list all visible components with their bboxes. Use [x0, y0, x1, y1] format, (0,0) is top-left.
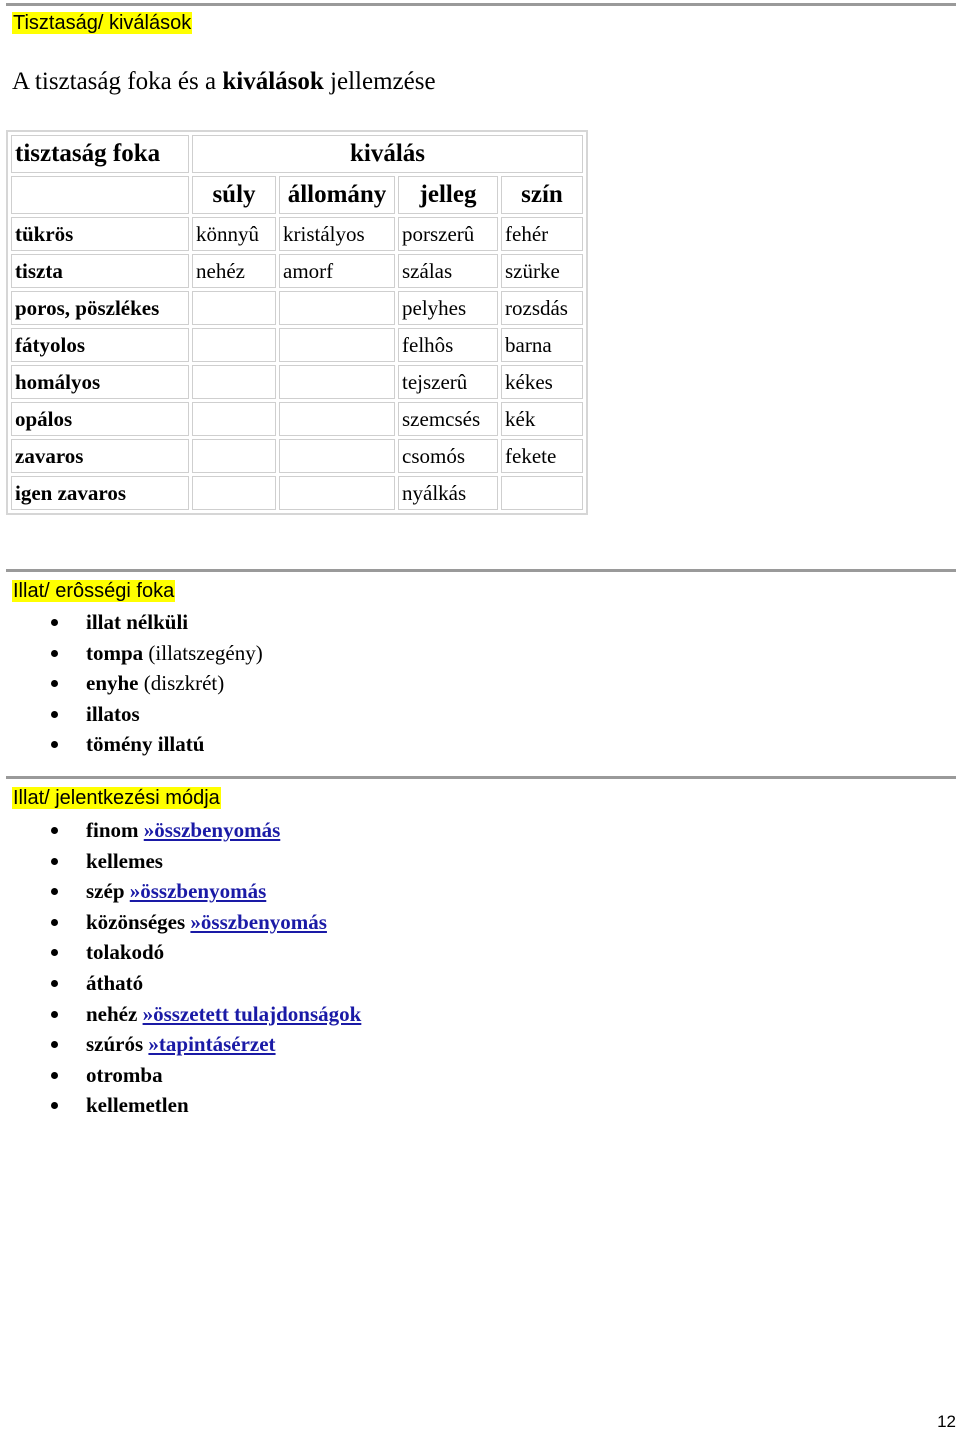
cell-color: fekete [501, 439, 583, 473]
cell-color: fehér [501, 217, 583, 251]
section-title-purity: Tisztaság/ kiválások [13, 12, 192, 34]
link-overall-impression[interactable]: »összbenyomás [129, 879, 267, 904]
cell-weight [192, 291, 276, 325]
list-item: tömény illatú [0, 729, 263, 760]
cell-weight [192, 402, 276, 436]
row-label: igen zavaros [11, 476, 189, 510]
cell-consistency [279, 365, 395, 399]
row-label: opálos [11, 402, 189, 436]
page-number: 12 [937, 1412, 956, 1431]
list-item: enyhe (diszkrét) [0, 668, 263, 699]
table-row [11, 476, 583, 510]
table-row [11, 328, 583, 362]
table-row [11, 439, 583, 473]
cell-consistency [279, 328, 395, 362]
cell-color: rozsdás [501, 291, 583, 325]
cell-color: szürke [501, 254, 583, 288]
list-item: szúrós »tapintásérzet [0, 1029, 361, 1060]
link-compound-properties[interactable]: »összetett tulajdonságok [142, 1001, 362, 1026]
list-item: kellemes [0, 846, 361, 877]
cell-consistency [279, 402, 395, 436]
link-overall-impression[interactable]: »összbenyomás [190, 909, 327, 934]
intensity-list [0, 607, 263, 760]
cell-character: felhôs [398, 328, 498, 362]
purity-precipitate-table [6, 130, 588, 515]
list-item: átható [0, 968, 361, 999]
table-row [11, 365, 583, 399]
cell-character: szálas [398, 254, 498, 288]
cell-consistency [279, 291, 395, 325]
heading-bold: kiválások [222, 68, 324, 95]
cell-color: kék [501, 402, 583, 436]
cell-character: nyálkás [398, 476, 498, 510]
row-label: poros, pöszlékes [11, 291, 189, 325]
list-item: tompa (illatszegény) [0, 638, 263, 669]
header-character: jelleg [398, 176, 498, 214]
header-purity: tisztaság foka [11, 135, 189, 173]
heading-prefix: A tisztaság foka és a [12, 68, 223, 95]
list-item: közönséges »összbenyomás [0, 907, 361, 938]
cell-character: csomós [398, 439, 498, 473]
row-label: tiszta [11, 254, 189, 288]
row-label: fátyolos [11, 328, 189, 362]
cell-consistency: amorf [279, 254, 395, 288]
list-item: nehéz »összetett tulajdonságok [0, 999, 361, 1030]
section-title-intensity: Illat/ erôsségi foka [13, 580, 175, 602]
cell-color [501, 476, 583, 510]
section-rule-intensity [6, 569, 956, 572]
list-item: finom »összbenyomás [0, 815, 361, 846]
page-heading [12, 68, 436, 96]
top-rule [6, 3, 956, 6]
cell-consistency [279, 439, 395, 473]
row-label: tükrös [11, 217, 189, 251]
cell-character: porszerû [398, 217, 498, 251]
section-title-manner: Illat/ jelentkezési módja [13, 787, 220, 809]
link-overall-impression[interactable]: »összbenyomás [143, 818, 281, 842]
heading-suffix: jellemzése [323, 68, 436, 95]
table-header-row-1 [11, 135, 583, 173]
cell-weight: könnyû [192, 217, 276, 251]
table-header-row-2 [11, 176, 583, 214]
table-row [11, 402, 583, 436]
cell-consistency [279, 476, 395, 510]
cell-character: pelyhes [398, 291, 498, 325]
row-label: homályos [11, 365, 189, 399]
list-item: szép »összbenyomás [0, 876, 361, 907]
list-item: tolakodó [0, 937, 361, 968]
header-empty [11, 176, 189, 214]
table-row [11, 291, 583, 325]
table-row [11, 254, 583, 288]
list-item: otromba [0, 1060, 361, 1091]
cell-weight [192, 328, 276, 362]
manner-list [0, 815, 361, 1121]
cell-weight: nehéz [192, 254, 276, 288]
section-rule-manner [6, 776, 956, 779]
table-row [11, 217, 583, 251]
cell-weight [192, 365, 276, 399]
cell-consistency: kristályos [279, 217, 395, 251]
cell-weight [192, 476, 276, 510]
header-weight: súly [192, 176, 276, 214]
row-label: zavaros [11, 439, 189, 473]
list-item: illat nélküli [0, 607, 263, 638]
header-precipitate: kiválás [192, 135, 583, 173]
header-consistency: állomány [279, 176, 395, 214]
list-item: illatos [0, 699, 263, 730]
cell-character: szemcsés [398, 402, 498, 436]
cell-weight [192, 439, 276, 473]
cell-color: kékes [501, 365, 583, 399]
link-tactile-sensation[interactable]: »tapintásérzet [148, 1032, 276, 1057]
list-item: kellemetlen [0, 1090, 361, 1121]
header-color: szín [501, 176, 583, 214]
cell-color: barna [501, 328, 583, 362]
cell-character: tejszerû [398, 365, 498, 399]
